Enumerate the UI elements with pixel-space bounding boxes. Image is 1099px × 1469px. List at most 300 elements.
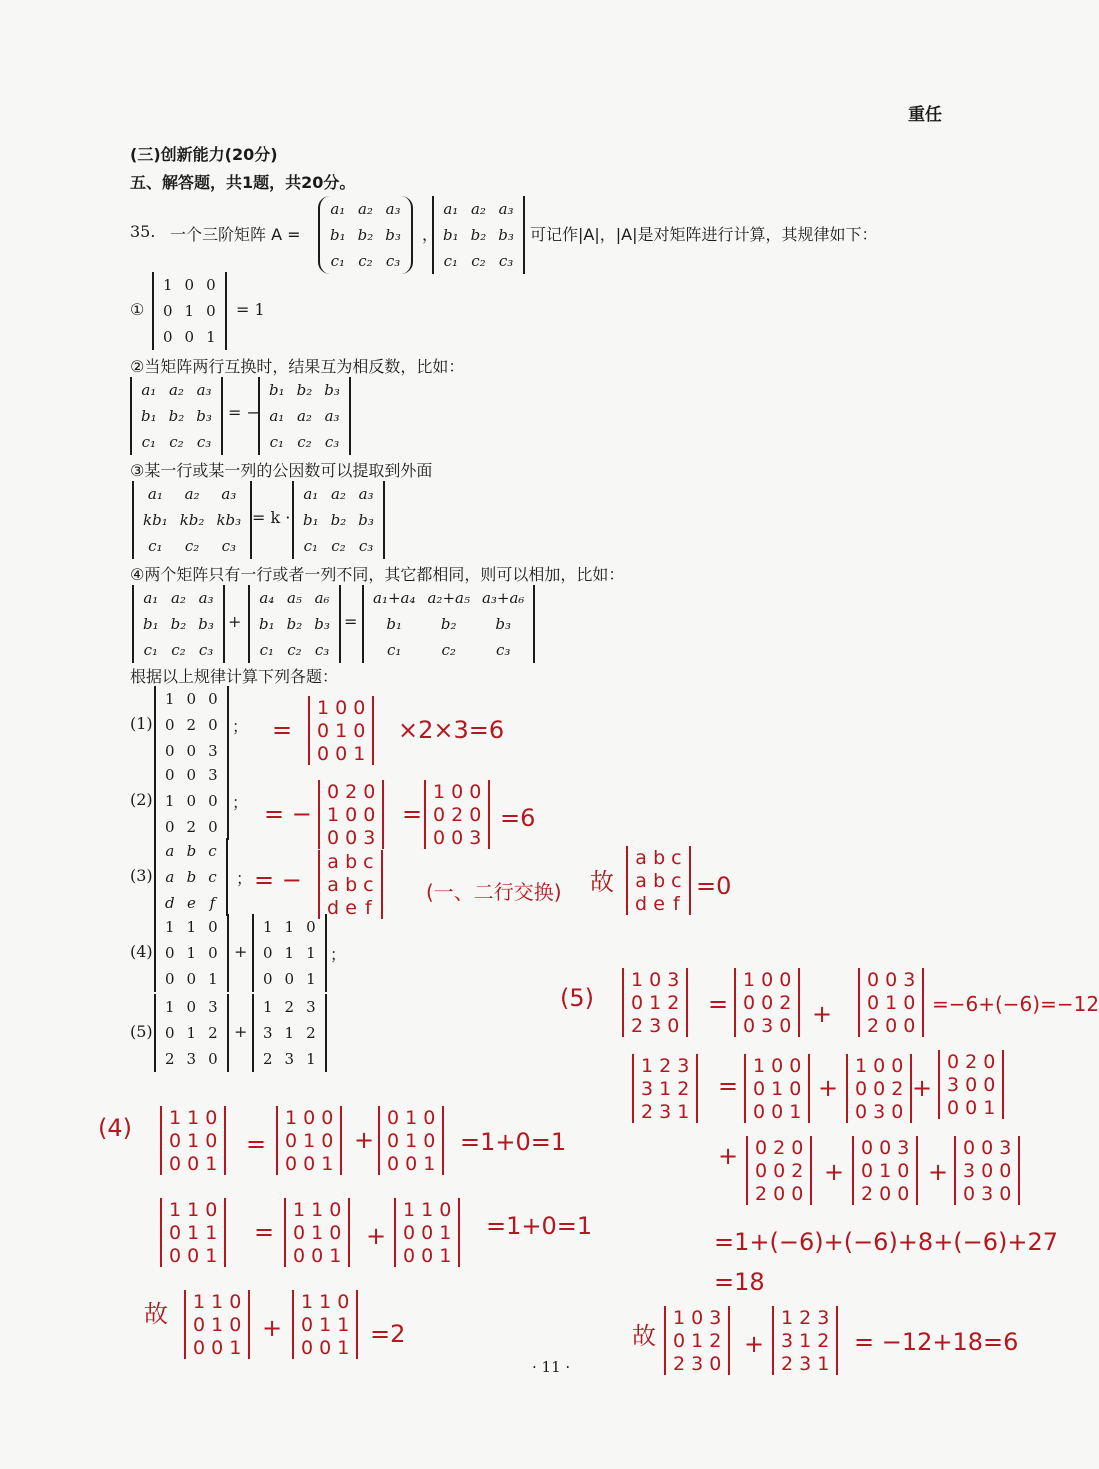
matrix-cell: 3: [897, 1136, 910, 1159]
matrix-row: [159, 686, 224, 712]
matrix-cell: c₃: [221, 537, 236, 555]
matrix-cell: 2: [263, 1050, 273, 1068]
matrix-row: [324, 222, 407, 248]
matrix-cell: 0: [186, 970, 197, 988]
hw-a3-note: (一、二行交换): [426, 880, 562, 904]
matrix-cell: d: [165, 894, 175, 912]
matrix-row: [852, 1054, 906, 1077]
matrix-cell: a: [635, 846, 647, 869]
matrix-cell: 3: [873, 1100, 886, 1123]
hw-a5-l3-p1: +: [824, 1158, 845, 1186]
matrix-cell: 1: [691, 1329, 704, 1352]
matrix-row: [137, 585, 220, 611]
matrix-cell: a₃: [196, 381, 212, 399]
q2-suffix: ；: [232, 793, 249, 812]
hw-a3-det2: [626, 846, 691, 915]
matrix-cell: 0: [773, 1182, 786, 1205]
matrix-row: [166, 1244, 220, 1267]
hw-a5-l6-plus: +: [744, 1330, 765, 1358]
matrix-cell: 3: [761, 1014, 774, 1037]
matrix-row: [190, 1313, 244, 1336]
matrix-cell: 0: [761, 991, 774, 1014]
matrix-cell: 0: [405, 1152, 418, 1175]
matrix-cell: a₃: [358, 485, 374, 503]
matrix-cell: 1: [208, 970, 218, 988]
matrix-row: [400, 1244, 454, 1267]
matrix-cell: 1: [879, 1159, 892, 1182]
matrix-cell: c₂: [184, 537, 200, 555]
matrix-cell: 3: [903, 968, 916, 991]
matrix-cell: a₃: [324, 407, 340, 425]
section-title: (三)创新能力(20分): [130, 145, 278, 164]
matrix-cell: 0: [169, 1152, 182, 1175]
matrix-cell: 0: [284, 970, 295, 988]
matrix-cell: b₂: [357, 226, 374, 244]
matrix-cell: 0: [879, 1182, 892, 1205]
matrix-row: [437, 222, 520, 248]
matrix-cell: 1: [284, 944, 295, 962]
matrix-cell: 3: [999, 1136, 1012, 1159]
matrix-cell: 0: [186, 766, 197, 784]
matrix-row: [263, 377, 346, 403]
rule2-lhs: [130, 377, 223, 455]
matrix-row: [400, 1198, 454, 1221]
matrix-cell: 1: [439, 1244, 452, 1267]
matrix-cell: e: [186, 894, 196, 912]
matrix-row: [740, 991, 794, 1014]
hw-a1-eq: =: [272, 716, 293, 744]
matrix-cell: 1: [327, 803, 340, 826]
matrix-cell: 2: [284, 998, 295, 1016]
matrix-cell: 0: [208, 690, 218, 708]
matrix-cell: 0: [208, 818, 218, 836]
matrix-cell: 3: [186, 1050, 197, 1068]
matrix-row: [324, 248, 407, 274]
matrix-cell: 0: [345, 826, 358, 849]
matrix-cell: c₁: [259, 641, 275, 659]
matrix-row: [367, 637, 530, 663]
matrix-row: [670, 1306, 724, 1329]
matrix-row: [159, 814, 224, 840]
hw-a5-gu: 故: [632, 1322, 656, 1350]
matrix-row: [257, 1020, 322, 1046]
matrix-cell: b₁: [303, 511, 319, 529]
matrix-cell: 0: [791, 1136, 804, 1159]
matrix-row: [159, 914, 224, 940]
matrix-cell: 0: [771, 1100, 784, 1123]
matrix-cell: 0: [208, 1050, 218, 1068]
matrix-cell: 1: [677, 1100, 690, 1123]
matrix-row: [324, 826, 378, 849]
matrix-row: [190, 1290, 244, 1313]
hw-a5-l2-a: [744, 1054, 810, 1123]
matrix-cell: 0: [321, 1129, 334, 1152]
matrix-cell: b₃: [196, 407, 212, 425]
hw-a3-det: [318, 850, 383, 919]
matrix-cell: 0: [789, 1077, 802, 1100]
rule4-m3: [362, 585, 535, 663]
matrix-cell: 0: [753, 1077, 766, 1100]
hw-a5-l2-c: [938, 1050, 1004, 1119]
matrix-cell: 0: [363, 780, 376, 803]
matrix-cell: 2: [861, 1182, 874, 1205]
rule3-op: = k ·: [252, 508, 291, 527]
matrix-cell: b: [653, 846, 666, 869]
matrix-row: [324, 196, 407, 222]
matrix-cell: 0: [165, 818, 175, 836]
matrix-cell: f: [365, 896, 372, 919]
matrix-cell: 3: [263, 1024, 273, 1042]
matrix-cell: 0: [327, 780, 340, 803]
matrix-cell: 1: [659, 1077, 672, 1100]
page-number: · 11 ·: [532, 1358, 571, 1376]
matrix-cell: c₂: [331, 537, 346, 555]
matrix-cell: 1: [205, 1152, 218, 1175]
matrix-cell: 0: [353, 696, 366, 719]
matrix-row: [253, 637, 336, 663]
rule1-marker: ①: [130, 300, 145, 319]
matrix-cell: 0: [337, 1290, 350, 1313]
matrix-cell: 0: [301, 1336, 314, 1359]
matrix-cell: c₂: [297, 433, 312, 451]
matrix-cell: 0: [186, 690, 197, 708]
matrix-cell: b₂: [330, 511, 347, 529]
matrix-row: [430, 803, 484, 826]
matrix-cell: 1: [163, 276, 173, 294]
matrix-cell: 0: [861, 1136, 874, 1159]
matrix-cell: 0: [285, 1152, 298, 1175]
matrix-row: [324, 896, 377, 919]
matrix-cell: 1: [353, 742, 366, 765]
matrix-cell: 0: [999, 1182, 1012, 1205]
q1-det: [154, 686, 229, 764]
matrix-cell: 2: [965, 1050, 978, 1073]
matrix-cell: 0: [311, 1244, 324, 1267]
matrix-cell: 0: [963, 1136, 976, 1159]
matrix-cell: b: [345, 873, 358, 896]
hw-a5-l2-p2: +: [912, 1074, 933, 1102]
matrix-cell: 0: [983, 1073, 996, 1096]
matrix-cell: 2: [306, 1024, 316, 1042]
matrix-cell: 0: [163, 328, 173, 346]
matrix-cell: c₁: [330, 252, 346, 270]
matrix-row: [960, 1136, 1014, 1159]
matrix-cell: c₃: [385, 252, 401, 270]
rule2-rhs: [258, 377, 351, 455]
hw-a5-l6-b: [772, 1306, 838, 1375]
matrix-cell: 3: [981, 1182, 994, 1205]
matrix-cell: 1: [319, 1290, 332, 1313]
matrix-cell: b₁: [143, 615, 159, 633]
matrix-cell: kb₃: [216, 511, 242, 529]
matrix-cell: 1: [187, 1221, 200, 1244]
matrix-cell: a₂+a₅: [427, 589, 470, 607]
hw-a4-gu: 故: [144, 1300, 168, 1328]
matrix-cell: 1: [165, 792, 175, 810]
rule4-text: ④两个矩阵只有一行或者一列不同，其它都相同，则可以相加，比如：: [130, 565, 625, 584]
matrix-cell: a₃: [221, 485, 237, 503]
hw-a3-gu: 故: [590, 868, 614, 896]
matrix-cell: 0: [451, 826, 464, 849]
hw-a5-l1-det: [622, 968, 688, 1037]
hw-a4-l3-b: [292, 1290, 358, 1359]
matrix-cell: 1: [319, 1313, 332, 1336]
matrix-row: [298, 1290, 352, 1313]
matrix-cell: b₃: [198, 615, 214, 633]
hw-a4-l2-tail: =1+0=1: [486, 1212, 593, 1240]
matrix-cell: 0: [999, 1159, 1012, 1182]
matrix-cell: 1: [306, 1050, 316, 1068]
matrix-cell: 2: [709, 1329, 722, 1352]
matrix-cell: 1: [187, 1198, 200, 1221]
matrix-cell: 0: [301, 1313, 314, 1336]
matrix-cell: 0: [879, 1136, 892, 1159]
matrix-cell: 0: [469, 803, 482, 826]
matrix-cell: 3: [817, 1306, 830, 1329]
matrix-cell: 0: [335, 696, 348, 719]
matrix-row: [159, 864, 223, 890]
matrix-cell: c₁: [269, 433, 285, 451]
q2-det: [154, 762, 229, 840]
matrix-cell: 1: [293, 1198, 306, 1221]
matrix-cell: 1: [186, 918, 197, 936]
q3-suffix: ；: [236, 869, 253, 888]
matrix-cell: b₁: [386, 615, 403, 633]
hw-a5-l3-p2: +: [928, 1158, 949, 1186]
problem-intro: 一个三阶矩阵 A =: [170, 225, 301, 244]
q1-suffix: ；: [232, 717, 249, 736]
matrix-cell: b₁: [443, 226, 459, 244]
matrix-cell: 0: [873, 1077, 886, 1100]
matrix-cell: b: [653, 869, 666, 892]
matrix-row: [257, 994, 322, 1020]
matrix-cell: 0: [293, 1221, 306, 1244]
matrix-cell: 0: [965, 1096, 978, 1119]
section-subtitle: 五、解答题，共1题，共20分。: [130, 173, 356, 192]
hw-a4-l3-a: [184, 1290, 250, 1359]
matrix-row: [752, 1136, 806, 1159]
matrix-row: [314, 719, 368, 742]
matrix-cell: 0: [327, 826, 340, 849]
q4-label: (4): [130, 942, 153, 961]
matrix-cell: c₁: [143, 641, 159, 659]
matrix-cell: a₃: [498, 200, 514, 218]
matrix-row: [137, 507, 247, 533]
matrix-cell: 0: [303, 1106, 316, 1129]
matrix-cell: 0: [755, 1136, 768, 1159]
matrix-row: [367, 585, 530, 611]
q3-det: [154, 838, 228, 916]
matrix-cell: a₃+a₆: [481, 589, 525, 607]
hw-a4-l2-plus: +: [366, 1222, 387, 1250]
matrix-cell: 1: [405, 1106, 418, 1129]
matrix-row: [166, 1106, 220, 1129]
matrix-cell: 0: [169, 1129, 182, 1152]
matrix-cell: c₂: [169, 433, 184, 451]
matrix-row: [437, 248, 520, 274]
matrix-cell: 0: [329, 1198, 342, 1221]
matrix-cell: a₂: [184, 485, 200, 503]
hw-a4-l2-a: [284, 1198, 350, 1267]
matrix-cell: 0: [897, 1182, 910, 1205]
matrix-cell: 0: [773, 1159, 786, 1182]
matrix-cell: 0: [165, 742, 175, 760]
matrix-cell: 0: [165, 766, 175, 784]
matrix-cell: 1: [169, 1106, 182, 1129]
matrix-cell: c₃: [198, 641, 214, 659]
matrix-row: [750, 1077, 804, 1100]
matrix-cell: 0: [208, 918, 218, 936]
matrix-cell: a₂: [470, 200, 486, 218]
matrix-row: [157, 324, 222, 350]
matrix-row: [166, 1221, 220, 1244]
matrix-row: [430, 780, 484, 803]
matrix-cell: b₃: [498, 226, 514, 244]
matrix-cell: a₄: [259, 589, 275, 607]
matrix-cell: a: [165, 868, 175, 886]
matrix-cell: 0: [421, 1221, 434, 1244]
hw-a5-l3-p0: +: [718, 1142, 739, 1170]
matrix-row: [297, 533, 380, 559]
matrix-row: [852, 1077, 906, 1100]
hw-a4-l3-plus: +: [262, 1314, 283, 1342]
matrix-row: [864, 1014, 918, 1037]
matrix-cell: 0: [867, 968, 880, 991]
matrix-cell: a₁: [141, 381, 157, 399]
matrix-row: [628, 1014, 682, 1037]
matrix-row: [638, 1054, 692, 1077]
matrix-row: [157, 298, 222, 324]
matrix-row: [159, 738, 224, 764]
hw-a4-l2-b: [394, 1198, 460, 1267]
matrix-cell: 1: [263, 918, 273, 936]
matrix-cell: 1: [193, 1290, 206, 1313]
hw-a3-tail: =0: [696, 872, 732, 900]
matrix-row: [159, 1020, 224, 1046]
matrix-row: [290, 1198, 344, 1221]
matrix-row: [858, 1182, 912, 1205]
hw-a5-l6-tail: = −12+18=6: [854, 1328, 1019, 1356]
matrix-row: [253, 611, 336, 637]
matrix-cell: c: [363, 850, 374, 873]
q4-m2: [252, 914, 327, 992]
matrix-cell: 2: [667, 991, 680, 1014]
matrix-cell: 0: [673, 1329, 686, 1352]
matrix-cell: d: [327, 896, 340, 919]
matrix-cell: c₁: [148, 537, 163, 555]
matrix-cell: 3: [208, 998, 218, 1016]
matrix-row: [430, 826, 484, 849]
matrix-cell: 0: [353, 719, 366, 742]
matrix-row: [190, 1336, 244, 1359]
matrix-cell: 0: [317, 742, 330, 765]
matrix-cell: b₁: [141, 407, 157, 425]
matrix-cell: 1: [306, 944, 316, 962]
hw-a5-l3-b: [852, 1136, 918, 1205]
matrix-row: [166, 1198, 220, 1221]
matrix-cell: 1: [329, 1244, 342, 1267]
rule1-rhs: = 1: [236, 300, 265, 319]
matrix-cell: 0: [205, 1198, 218, 1221]
matrix-cell: a₃: [198, 589, 214, 607]
matrix-row: [778, 1329, 832, 1352]
matrix-cell: 1: [211, 1290, 224, 1313]
matrix-cell: 0: [861, 1159, 874, 1182]
matrix-cell: a₃: [385, 200, 401, 218]
matrix-cell: 1: [301, 1290, 314, 1313]
matrix-cell: 0: [771, 1054, 784, 1077]
hw-a5-l3-a: [746, 1136, 812, 1205]
matrix-cell: 0: [433, 803, 446, 826]
matrix-cell: 0: [293, 1244, 306, 1267]
rule4-m2: [248, 585, 341, 663]
matrix-cell: kb₂: [179, 511, 205, 529]
matrix-row: [960, 1159, 1014, 1182]
hw-a2-tail: =6: [500, 804, 536, 832]
matrix-cell: 0: [469, 780, 482, 803]
task-text: 根据以上规律计算下列各题：: [130, 667, 339, 686]
matrix-cell: 1: [186, 1024, 197, 1042]
problem-number: 35.: [130, 222, 156, 241]
matrix-cell: 0: [169, 1221, 182, 1244]
rule4-plus: +: [228, 612, 242, 631]
q4-suffix: ；: [330, 945, 347, 964]
matrix-row: [314, 742, 368, 765]
hw-a4-l3-tail: =2: [370, 1320, 406, 1348]
matrix-cell: 1: [284, 1024, 295, 1042]
matrix-cell: 1: [165, 998, 175, 1016]
matrix-cell: 0: [855, 1077, 868, 1100]
matrix-cell: 1: [423, 1152, 436, 1175]
matrix-cell: 1: [187, 1129, 200, 1152]
matrix-row: [166, 1129, 220, 1152]
matrix-cell: 2: [186, 716, 197, 734]
matrix-cell: 0: [965, 1073, 978, 1096]
matrix-cell: 3: [284, 1050, 295, 1068]
matrix-cell: b₃: [385, 226, 401, 244]
matrix-cell: 2: [781, 1352, 794, 1375]
matrix-cell: b₂: [286, 615, 303, 633]
matrix-row: [752, 1159, 806, 1182]
matrix-cell: 0: [186, 792, 197, 810]
matrix-cell: a₂: [168, 381, 184, 399]
matrix-row: [137, 481, 247, 507]
matrix-row: [159, 788, 224, 814]
matrix-row: [858, 1159, 912, 1182]
matrix-cell: 0: [649, 968, 662, 991]
matrix-row: [282, 1129, 336, 1152]
hw-a3-eq: = −: [254, 866, 302, 894]
matrix-row: [257, 914, 322, 940]
matrix-cell: 3: [799, 1352, 812, 1375]
matrix-cell: b: [186, 842, 197, 860]
matrix-cell: 3: [649, 1014, 662, 1037]
matrix-cell: 2: [773, 1136, 786, 1159]
matrix-cell: a₅: [286, 589, 302, 607]
matrix-row: [628, 991, 682, 1014]
matrix-cell: 1: [649, 991, 662, 1014]
matrix-cell: 0: [229, 1313, 242, 1336]
matrix-cell: 1: [405, 1129, 418, 1152]
matrix-cell: 0: [387, 1152, 400, 1175]
matrix-cell: c₂: [358, 252, 373, 270]
matrix-row: [159, 712, 224, 738]
matrix-cell: 1: [781, 1306, 794, 1329]
matrix-cell: 0: [667, 1014, 680, 1037]
matrix-row: [159, 838, 223, 864]
matrix-row: [298, 1336, 352, 1359]
matrix-cell: a: [327, 850, 339, 873]
